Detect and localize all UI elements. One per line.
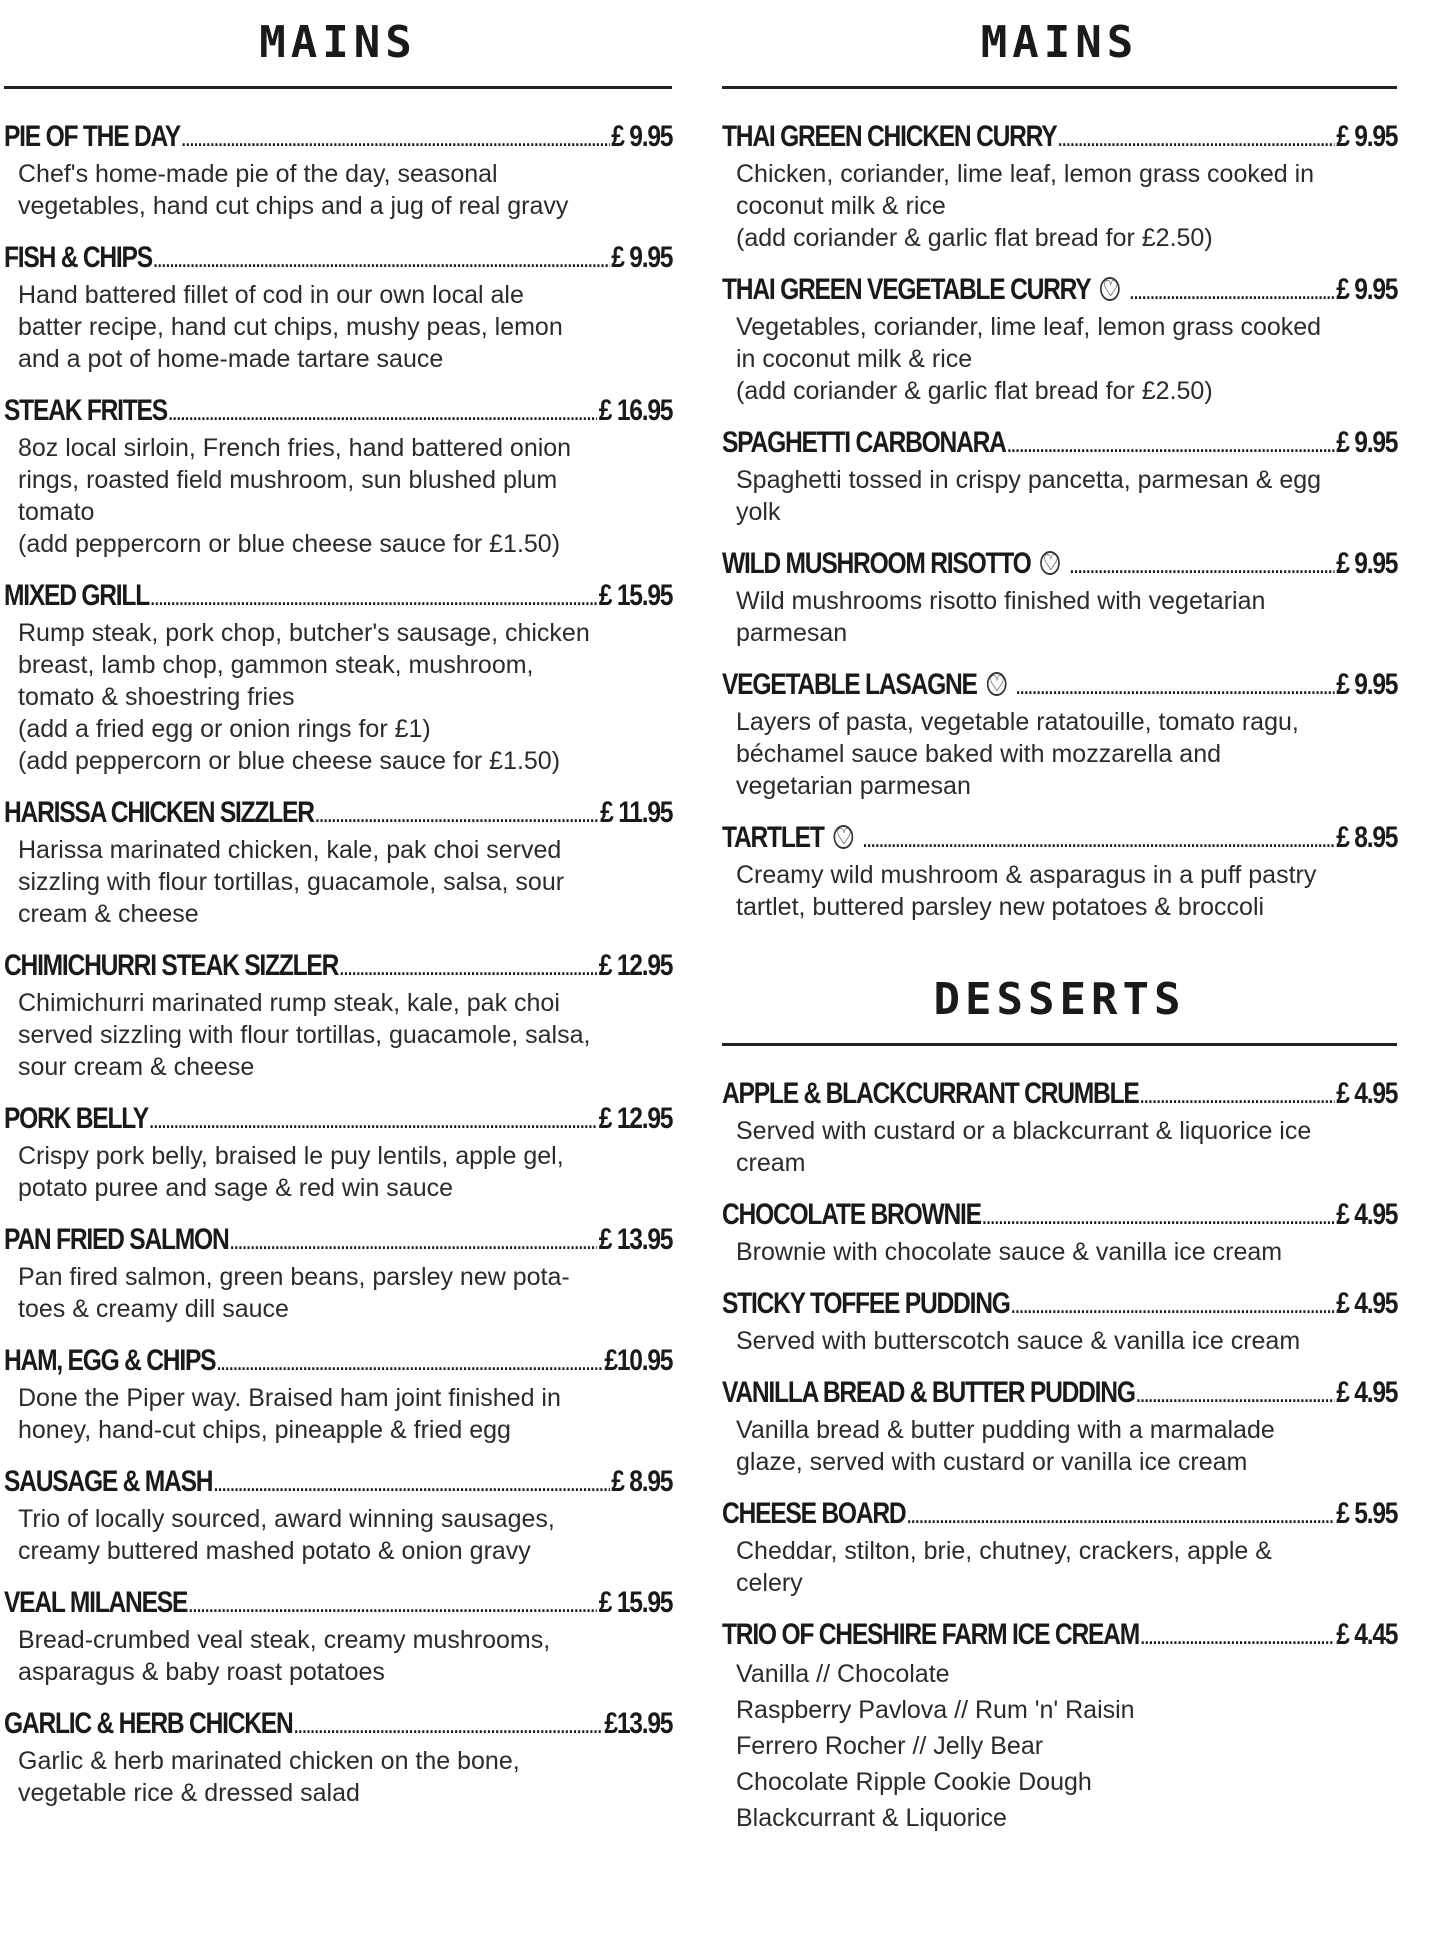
- menu-item-header: [722, 546, 1397, 585]
- description-line: Vegetables, coriander, lime leaf, lemon grass cooked: [736, 313, 1322, 341]
- menu-item-name: FISH & CHIPS: [4, 241, 152, 274]
- description-line: cream: [736, 1149, 806, 1177]
- menu-item: [4, 240, 672, 375]
- description-line: Bread-crumbed veal steak, creamy mushrooms,: [18, 1626, 551, 1654]
- menu-item-name: VEGETABLE LASAGNE: [722, 668, 977, 701]
- description-line: rings, roasted field mushroom, sun blushed plum: [18, 466, 558, 494]
- description-line: yolk: [736, 498, 781, 526]
- menu-item-header: [4, 795, 672, 834]
- menu-item: [722, 820, 1397, 923]
- menu-item-description: [18, 279, 672, 375]
- menu-item-name: PORK BELLY: [4, 1102, 148, 1135]
- desserts-menu-list: [722, 1076, 1397, 1836]
- menu-item-description: [18, 987, 672, 1083]
- menu-item-price: £ 11.95: [600, 796, 673, 829]
- menu-item-name: GARLIC & HERB CHICKEN: [4, 1707, 293, 1740]
- dot-leader: [907, 1499, 1335, 1535]
- menu-item-name: CHEESE BOARD: [722, 1497, 906, 1530]
- description-line: cream & cheese: [18, 900, 199, 928]
- description-line: sizzling with flour tortillas, guacamole, salsa, sour: [18, 868, 565, 896]
- menu-item-header: [722, 119, 1397, 158]
- description-line: Chocolate Ripple Cookie Dough: [736, 1768, 1092, 1796]
- menu-item-price: £ 12.95: [598, 1102, 673, 1135]
- dot-leader: [1011, 1289, 1334, 1325]
- description-line: Pan fired salmon, green beans, parsley new pota-: [18, 1263, 570, 1291]
- description-line: Chimichurri marinated rump steak, kale, pak choi: [18, 989, 560, 1017]
- menu-item-price: £ 4.45: [1336, 1618, 1398, 1651]
- menu-item-price: £ 15.95: [598, 579, 673, 612]
- section-divider: [722, 1043, 1397, 1046]
- dot-leader: [982, 1200, 1334, 1236]
- dot-leader: [182, 122, 610, 158]
- menu-item-price: £ 8.95: [1336, 821, 1398, 854]
- menu-item-description: [736, 1656, 1397, 1836]
- description-line: vegetarian parmesan: [736, 772, 971, 800]
- description-line: Brownie with chocolate sauce & vanilla ice cream: [736, 1238, 1283, 1266]
- dot-leader: [340, 951, 597, 987]
- menu-item-name: TARTLET: [722, 821, 824, 854]
- description-line: Rump steak, pork chop, butcher's sausage, chicken: [18, 619, 590, 647]
- description-line: (add peppercorn or blue cheese sauce for £1.50): [18, 747, 561, 775]
- dot-leader: [294, 1709, 603, 1745]
- menu-item-name: APPLE & BLACKCURRANT CRUMBLE: [722, 1077, 1139, 1110]
- description-line: Harissa marinated chicken, kale, pak choi served: [18, 836, 562, 864]
- description-line: Ferrero Rocher // Jelly Bear: [736, 1732, 1044, 1760]
- menu-item-description: [18, 1624, 672, 1688]
- description-line: Garlic & herb marinated chicken on the bone,: [18, 1747, 520, 1775]
- right-menu-list: [722, 119, 1397, 923]
- menu-item-name: STEAK FRITES: [4, 394, 167, 427]
- menu-item-price: £10.95: [604, 1344, 673, 1377]
- menu-item: [4, 1222, 672, 1325]
- menu-item-price: £ 9.95: [1336, 426, 1398, 459]
- menu-item-description: [18, 834, 672, 930]
- menu-item: [4, 1464, 672, 1567]
- menu-item: [4, 1101, 672, 1204]
- description-line: Spaghetti tossed in crispy pancetta, parmesan & egg: [736, 466, 1322, 494]
- menu-item-price: £ 4.95: [1336, 1287, 1398, 1320]
- description-line: served sizzling with flour tortillas, guacamole, salsa,: [18, 1021, 591, 1049]
- menu-item-description: [18, 432, 672, 560]
- menu-item-header: [4, 1343, 672, 1382]
- menu-item: [722, 1375, 1397, 1478]
- menu-item-header: [4, 578, 672, 617]
- section-divider: [722, 86, 1397, 89]
- menu-item-header: [4, 1464, 672, 1503]
- menu-item-price: £ 13.95: [598, 1223, 673, 1256]
- menu-item-description: [18, 158, 672, 222]
- description-line: Served with butterscotch sauce & vanilla ice cream: [736, 1327, 1301, 1355]
- menu-item-header: [722, 272, 1397, 311]
- description-line: Served with custard or a blackcurrant & liquorice ice: [736, 1117, 1312, 1145]
- description-line: Blackcurrant & Liquorice: [736, 1804, 1007, 1832]
- menu-item-price: £ 9.95: [1336, 120, 1398, 153]
- dot-leader: [1058, 122, 1334, 158]
- description-line: Hand battered fillet of cod in our own local ale: [18, 281, 524, 309]
- menu-item-header: [4, 119, 672, 158]
- dot-leader: [230, 1225, 597, 1261]
- description-line: potato puree and sage & red win sauce: [18, 1174, 454, 1202]
- description-line: béchamel sauce baked with mozzarella and: [736, 740, 1221, 768]
- description-line: Trio of locally sourced, award winning sausages,: [18, 1505, 555, 1533]
- heart-icon: ♡: [1040, 551, 1060, 575]
- menu-item-description: [736, 1414, 1397, 1478]
- description-line: Wild mushrooms risotto finished with vegetarian: [736, 587, 1266, 615]
- menu-item-header: [722, 1286, 1397, 1325]
- description-line: in coconut milk & rice: [736, 345, 973, 373]
- description-line: Done the Piper way. Braised ham joint finished in: [18, 1384, 561, 1412]
- menu-item: [722, 1496, 1397, 1599]
- description-line: vegetable rice & dressed salad: [18, 1779, 360, 1807]
- description-line: vegetables, hand cut chips and a jug of real gravy: [18, 192, 569, 220]
- menu-item-price: £ 9.95: [611, 241, 673, 274]
- menu-item-name: WILD MUSHROOM RISOTTO: [722, 547, 1031, 580]
- menu-item-price: £ 4.95: [1336, 1376, 1398, 1409]
- menu-item-header: [722, 1375, 1397, 1414]
- menu-item-header: [722, 1496, 1397, 1535]
- description-line: sour cream & cheese: [18, 1053, 255, 1081]
- menu-item-name: TRIO OF CHESHIRE FARM ICE CREAM: [722, 1618, 1139, 1651]
- left-menu-list: [4, 119, 672, 1809]
- menu-item-description: [736, 585, 1397, 649]
- menu-item-name: THAI GREEN CHICKEN CURRY: [722, 120, 1057, 153]
- menu-item-description: [736, 706, 1397, 802]
- menu-item-price: £ 5.95: [1336, 1497, 1398, 1530]
- heart-icon: ♡: [833, 825, 853, 849]
- menu-item-description: [736, 1236, 1397, 1268]
- menu-item-price: £ 12.95: [598, 949, 673, 982]
- menu-item-name: PAN FRIED SALMON: [4, 1223, 229, 1256]
- menu-item: [4, 795, 672, 930]
- dot-leader: [315, 798, 598, 834]
- description-line: asparagus & baby roast potatoes: [18, 1658, 385, 1686]
- menu-item-price: £ 9.95: [611, 120, 673, 153]
- menu-item-description: [736, 1325, 1397, 1357]
- dot-leader: [1141, 1620, 1335, 1656]
- menu-item-price: £ 4.95: [1336, 1077, 1398, 1110]
- menu-item-description: [736, 464, 1397, 528]
- menu-item-description: [736, 158, 1397, 254]
- menu-item-price: £ 15.95: [598, 1586, 673, 1619]
- description-line: Creamy wild mushroom & asparagus in a puff pastry: [736, 861, 1317, 889]
- menu-item: [722, 1286, 1397, 1357]
- menu-item-name: HARISSA CHICKEN SIZZLER: [4, 796, 314, 829]
- dot-leader: [1070, 549, 1335, 585]
- dot-leader: [1136, 1378, 1334, 1414]
- description-line: (add a fried egg or onion rings for £1): [18, 715, 431, 743]
- heart-icon: ♡: [987, 672, 1007, 696]
- menu-item-header: [722, 667, 1397, 706]
- menu-item-price: £13.95: [604, 1707, 673, 1740]
- menu-item-price: £ 4.95: [1336, 1198, 1398, 1231]
- description-line: Raspberry Pavlova // Rum 'n' Raisin: [736, 1696, 1135, 1724]
- description-line: Vanilla bread & butter pudding with a marmalade: [736, 1416, 1275, 1444]
- menu-item-name: STICKY TOFFEE PUDDING: [722, 1287, 1010, 1320]
- menu-item: [4, 393, 672, 560]
- description-line: creamy buttered mashed potato & onion gravy: [18, 1537, 531, 1565]
- menu-item-name: VEAL MILANESE: [4, 1586, 188, 1619]
- dot-leader: [217, 1346, 603, 1382]
- menu-item-name: HAM, EGG & CHIPS: [4, 1344, 216, 1377]
- description-line: and a pot of home-made tartare sauce: [18, 345, 444, 373]
- menu-item-header: [4, 1585, 672, 1624]
- menu-item-description: [18, 1503, 672, 1567]
- menu-item-name: PIE OF THE DAY: [4, 120, 180, 153]
- dot-leader: [169, 396, 598, 432]
- menu-item: [4, 119, 672, 222]
- description-line: toes & creamy dill sauce: [18, 1295, 289, 1323]
- menu-item: [722, 1076, 1397, 1179]
- menu-item-header: [722, 1617, 1397, 1656]
- mains-title-right: MAINS: [980, 17, 1139, 68]
- menu-item-header: [4, 1706, 672, 1745]
- description-line: Crispy pork belly, braised le puy lentils, apple gel,: [18, 1142, 564, 1170]
- dot-leader: [1016, 670, 1335, 706]
- menu-item: [722, 546, 1397, 649]
- description-line: (add coriander & garlic flat bread for £2.50): [736, 377, 1213, 405]
- menu-item: [722, 667, 1397, 802]
- mains-title-left: MAINS: [259, 17, 417, 68]
- menu-item-header: [722, 820, 1397, 859]
- menu-item-name: THAI GREEN VEGETABLE CURRY: [722, 273, 1091, 306]
- menu-item: [4, 1706, 672, 1809]
- dot-leader: [151, 581, 598, 617]
- desserts-title: DESSERTS: [933, 974, 1186, 1025]
- description-line: breast, lamb chop, gammon steak, mushroom,: [18, 651, 534, 679]
- description-line: Chicken, coriander, lime leaf, lemon grass cooked in: [736, 160, 1315, 188]
- dot-leader: [214, 1467, 610, 1503]
- menu-item: [722, 425, 1397, 528]
- description-line: (add coriander & garlic flat bread for £2.50): [736, 224, 1213, 252]
- description-line: coconut milk & rice: [736, 192, 946, 220]
- menu-item-header: [4, 1222, 672, 1261]
- menu-item-description: [18, 617, 672, 777]
- description-line: parmesan: [736, 619, 848, 647]
- description-line: tomato: [18, 498, 95, 526]
- menu-item-name: CHIMICHURRI STEAK SIZZLER: [4, 949, 339, 982]
- menu-item: [722, 1617, 1397, 1836]
- menu-item-description: [736, 1535, 1397, 1599]
- description-line: batter recipe, hand cut chips, mushy peas, lemon: [18, 313, 563, 341]
- menu-item-description: [18, 1382, 672, 1446]
- description-line: Chef's home-made pie of the day, seasonal: [18, 160, 498, 188]
- menu-item: [4, 948, 672, 1083]
- dot-leader: [1007, 428, 1334, 464]
- menu-item-price: £ 9.95: [1336, 273, 1398, 306]
- menu-item-header: [4, 393, 672, 432]
- description-line: tartlet, buttered parsley new potatoes & broccoli: [736, 893, 1265, 921]
- menu-item-description: [18, 1745, 672, 1809]
- description-line: tomato & shoestring fries: [18, 683, 295, 711]
- menu-item-name: MIXED GRILL: [4, 579, 150, 612]
- menu-item: [4, 1585, 672, 1688]
- menu-item: [4, 578, 672, 777]
- menu-item-header: [4, 240, 672, 279]
- menu-item: [722, 119, 1397, 254]
- description-line: Vanilla // Chocolate: [736, 1660, 950, 1688]
- description-line: Cheddar, stilton, brie, chutney, crackers, apple &: [736, 1537, 1272, 1565]
- dot-leader: [189, 1588, 597, 1624]
- menu-item-name: SPAGHETTI CARBONARA: [722, 426, 1006, 459]
- menu-item-name: VANILLA BREAD & BUTTER PUDDING: [722, 1376, 1135, 1409]
- menu-item-header: [722, 425, 1397, 464]
- menu-item-price: £ 16.95: [598, 394, 673, 427]
- heart-icon: ♡: [1100, 277, 1120, 301]
- right-column: [722, 0, 1397, 1854]
- description-line: celery: [736, 1569, 803, 1597]
- menu-item-name: SAUSAGE & MASH: [4, 1465, 213, 1498]
- menu-item-name: CHOCOLATE BROWNIE: [722, 1198, 981, 1231]
- menu-item-price: £ 9.95: [1336, 668, 1398, 701]
- menu-item: [4, 1343, 672, 1446]
- menu-item-header: [722, 1076, 1397, 1115]
- menu-item-description: [736, 1115, 1397, 1179]
- section-divider: [4, 86, 672, 89]
- menu-item: [722, 272, 1397, 407]
- menu-item-price: £ 8.95: [611, 1465, 673, 1498]
- description-line: glaze, served with custard or vanilla ice cream: [736, 1448, 1248, 1476]
- menu-item-header: [4, 948, 672, 987]
- menu-item-header: [4, 1101, 672, 1140]
- menu-item-description: [18, 1261, 672, 1325]
- dot-leader: [150, 1104, 598, 1140]
- description-line: Layers of pasta, vegetable ratatouille, tomato ragu,: [736, 708, 1299, 736]
- description-line: 8oz local sirloin, French fries, hand battered onion: [18, 434, 572, 462]
- description-line: honey, hand-cut chips, pineapple & fried egg: [18, 1416, 511, 1444]
- menu-item: [722, 1197, 1397, 1268]
- menu-item-description: [18, 1140, 672, 1204]
- menu-item-description: [736, 311, 1397, 407]
- menu-item-price: £ 9.95: [1336, 547, 1398, 580]
- left-column: [4, 0, 672, 1827]
- dot-leader: [863, 823, 1335, 859]
- dot-leader: [1140, 1079, 1334, 1115]
- menu-item-description: [736, 859, 1397, 923]
- menu-item-header: [722, 1197, 1397, 1236]
- dot-leader: [154, 243, 610, 279]
- description-line: (add peppercorn or blue cheese sauce for £1.50): [18, 530, 561, 558]
- dot-leader: [1130, 275, 1335, 311]
